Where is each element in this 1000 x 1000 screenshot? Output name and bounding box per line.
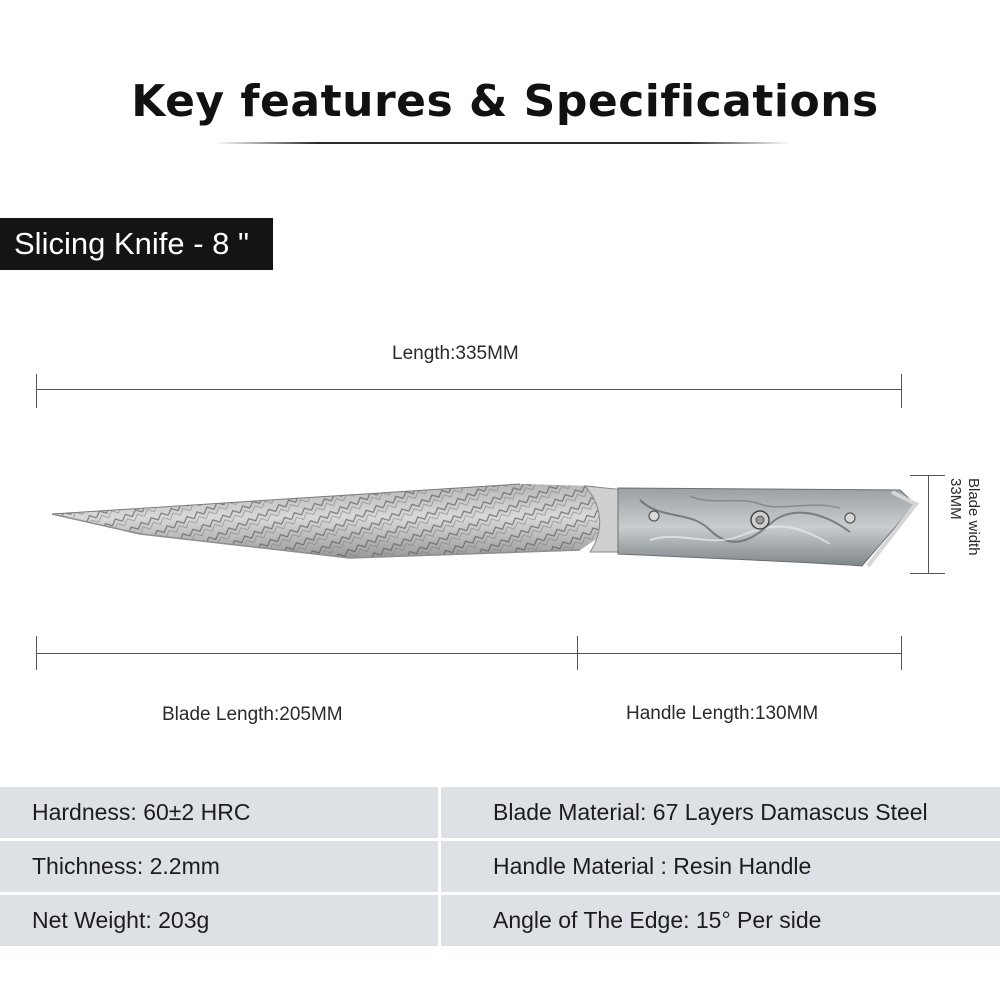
- blade-handle-tick-middle: [577, 636, 578, 670]
- spec-handle-material: Handle Material : Resin Handle: [441, 841, 1000, 892]
- handle-tick-right: [901, 636, 902, 670]
- specs-table: [0, 787, 1000, 949]
- blade-width-label: Blade width 33MM: [947, 478, 982, 556]
- width-dimension-line: [928, 475, 929, 574]
- length-tick-right: [901, 374, 902, 408]
- slicing-knife-image: [50, 470, 920, 580]
- spec-thickness: Thichness: 2.2mm: [0, 841, 438, 892]
- spec-hardness: Hardness: 60±2 HRC: [0, 787, 438, 838]
- spec-edge-angle: Angle of The Edge: 15° Per side: [441, 895, 1000, 946]
- spec-row: [0, 787, 1000, 838]
- knife-blade: [52, 484, 610, 558]
- spec-blade-material: Blade Material: 67 Layers Damascus Steel: [441, 787, 1000, 838]
- title-divider: [215, 142, 790, 144]
- knife-handle: [618, 488, 916, 566]
- blade-length-label: Blade Length:205MM: [162, 704, 343, 725]
- length-label: Length:335MM: [392, 343, 519, 364]
- length-dimension-line: [36, 389, 902, 390]
- page-title: Key features & Specifications: [131, 76, 879, 127]
- blade-handle-dimension-line: [36, 653, 902, 654]
- spec-row: [0, 841, 1000, 892]
- model-tag: Slicing Knife - 8 ": [0, 218, 273, 270]
- handle-length-label: Handle Length:130MM: [626, 703, 819, 724]
- length-tick-left: [36, 374, 37, 408]
- spec-net-weight: Net Weight: 203g: [0, 895, 438, 946]
- spec-row: [0, 895, 1000, 946]
- blade-tick-left: [36, 636, 37, 670]
